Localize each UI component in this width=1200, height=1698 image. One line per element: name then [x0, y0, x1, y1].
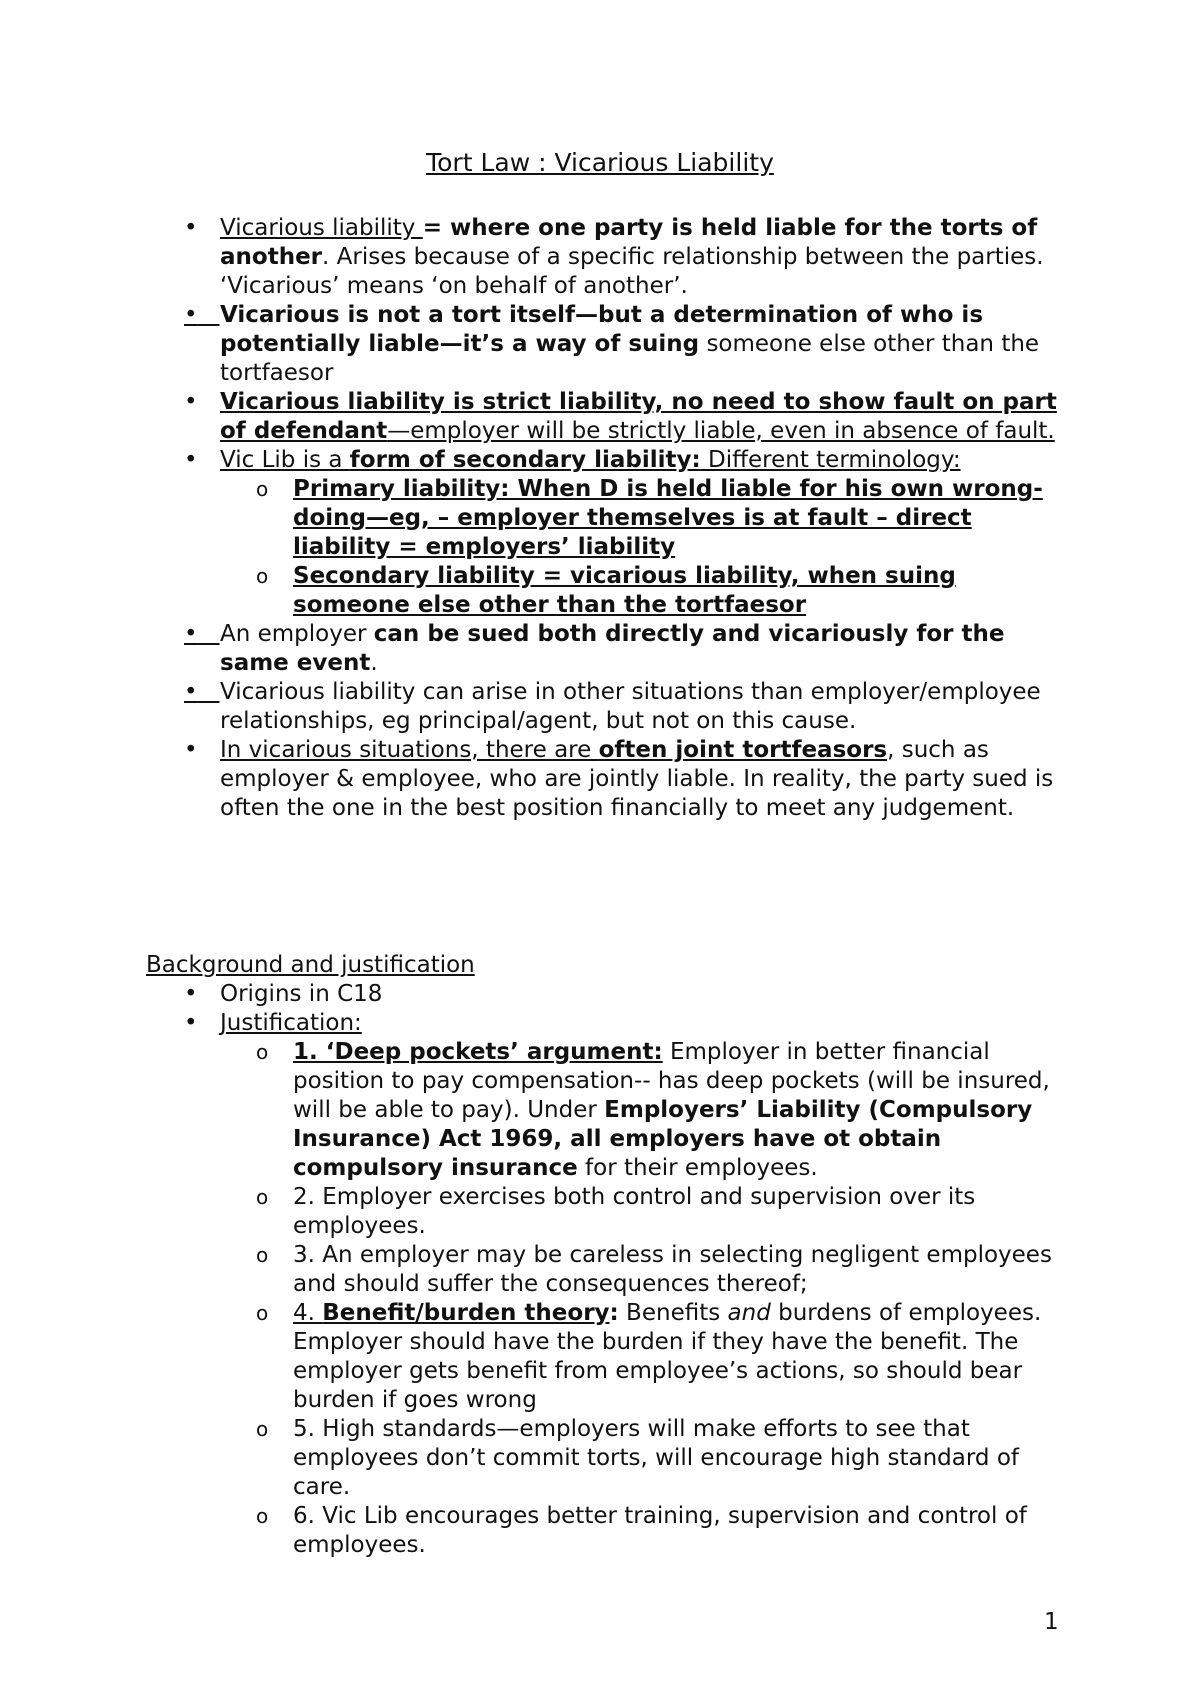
- bullet-marker: •: [184, 679, 198, 705]
- sub-bullet-marker: o: [256, 1301, 269, 1325]
- sub-list-item: o 1. ‘Deep pockets’ argument: Employer in better financial position to pay compensation-- has deep pockets (will be insured, will be able to pay). Under Employers’ Liability (Compulsory Insurance) Act 1969, all employers have ot obtain compulsory insurance for their employees.: [256, 1039, 1050, 1181]
- bullet-marker: •: [184, 215, 198, 241]
- bullet-marker: •: [184, 447, 198, 473]
- sub-bullet-marker: o: [256, 564, 269, 588]
- sub-bullet-marker: o: [256, 1040, 269, 1064]
- sub-bullet-marker: o: [256, 1504, 269, 1528]
- bullet-marker: •: [184, 981, 198, 1007]
- section-heading: Background and justification: [146, 952, 475, 978]
- sub-list-item: o 6. Vic Lib encourages better training, supervision and control of employees.: [256, 1503, 1027, 1558]
- bullet-marker: •: [184, 302, 198, 328]
- list-item: • Vicarious liability = where one party is held liable for the torts of another. Arises because of a specific relationship between the parties. ‘Vicarious’ means ‘on behalf of another’.: [184, 215, 1044, 299]
- sub-list-item: o Primary liability: When D is held liable for his own wrong-doing—eg, – employer themselves is at fault – direct liability = employers’ liability: [256, 476, 1043, 560]
- list-item: • An employer can be sued both directly and vicariously for the same event.: [184, 621, 1005, 676]
- sub-list-item: o 3. An employer may be careless in selecting negligent employees and should suffer the consequences thereof;: [256, 1242, 1052, 1297]
- sub-list-item: o 4. Benefit/burden theory: Benefits and burdens of employees. Employer should have the burden if they have the benefit. The employer gets benefit from employee’s actions, so should bear burden if goes wrong: [256, 1300, 1042, 1413]
- sub-list-item: o 2. Employer exercises both control and supervision over its employees.: [256, 1184, 976, 1239]
- list-item: • Vic Lib is a form of secondary liability: Different terminology:: [184, 447, 961, 473]
- list-item: • Vicarious is not a tort itself—but a determination of who is potentially liable—it’s a way of suing someone else other than the tortfaesor: [184, 302, 1040, 386]
- bullet-marker: •: [184, 389, 198, 415]
- list-item: • Vicarious liability is strict liability, no need to show fault on part of defendant—employer will be strictly liable, even in absence of fault.: [184, 389, 1057, 444]
- page-title: Tort Law : Vicarious Liability: [426, 148, 774, 177]
- sub-bullet-marker: o: [256, 477, 269, 501]
- sub-bullet-marker: o: [256, 1185, 269, 1209]
- intro-list: [0, 214, 1200, 823]
- sub-list-item: o 5. High standards—employers will make efforts to see that employees don’t commit torts, will encourage high standard of care.: [256, 1416, 1020, 1500]
- sub-list-item: o Secondary liability = vicarious liability, when suing someone else other than the tortfaesor: [256, 563, 956, 618]
- bullet-marker: •: [184, 1010, 198, 1036]
- list-item: • In vicarious situations, there are often joint tortfeasors, such as employer & employee, who are jointly liable. In reality, the party sued is often the one in the best position financially to meet any judgement.: [184, 737, 1054, 821]
- bullet-marker: •: [184, 737, 198, 763]
- page-number: 1: [1044, 1609, 1059, 1635]
- list-item: • Vicarious liability can arise in other situations than employer/employee relationships, eg principal/agent, but not on this cause.: [184, 679, 1041, 734]
- list-item: • Origins in C18: [184, 981, 383, 1007]
- bullet-marker: •: [184, 621, 198, 647]
- list-item: • Justification:: [184, 1010, 362, 1036]
- background-list: [0, 980, 1200, 1560]
- sub-bullet-marker: o: [256, 1243, 269, 1267]
- sub-bullet-marker: o: [256, 1417, 269, 1441]
